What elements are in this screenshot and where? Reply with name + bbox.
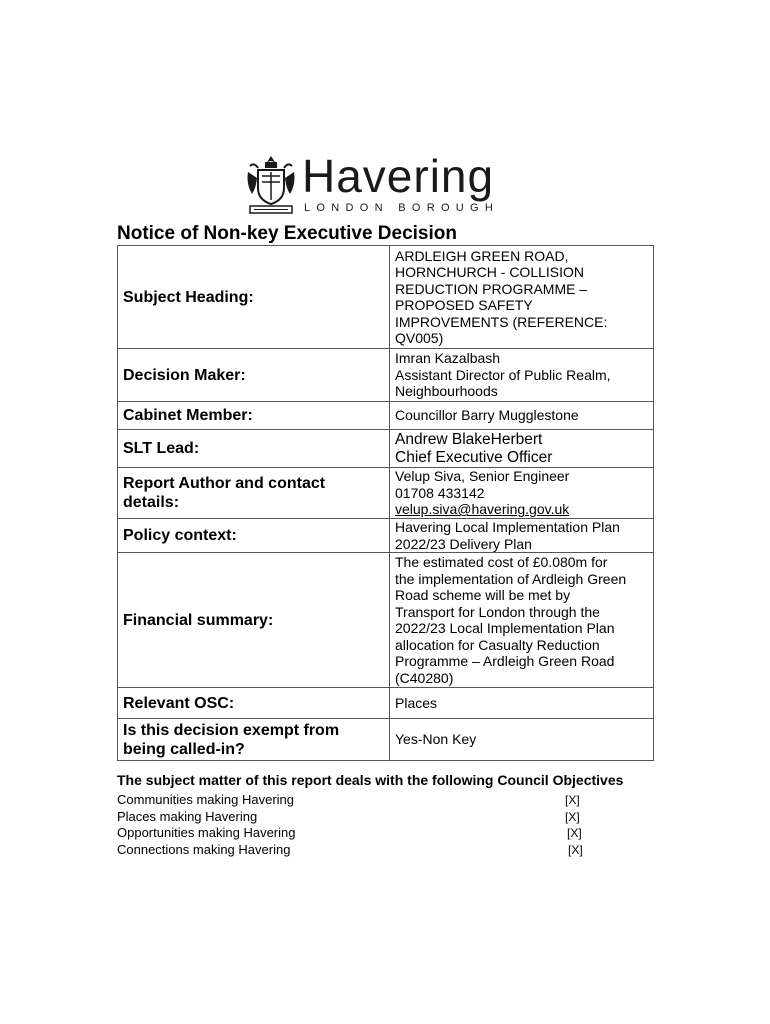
value-line: Neighbourhoods bbox=[395, 383, 498, 400]
row-label: Decision Maker: bbox=[118, 349, 390, 402]
row-label: SLT Lead: bbox=[118, 430, 390, 468]
table-row-exempt bbox=[118, 719, 654, 761]
table-row-relevant-osc bbox=[118, 688, 654, 719]
value-line: Councillor Barry Mugglestone bbox=[395, 407, 579, 424]
row-label: Relevant OSC: bbox=[118, 688, 390, 719]
table-row-policy-context bbox=[118, 519, 654, 553]
value-line: QV005) bbox=[395, 330, 444, 346]
value-line: Chief Executive Officer bbox=[395, 448, 553, 466]
objective-checkbox-mark: [X] bbox=[568, 842, 583, 857]
value-line: Assistant Director of Public Realm, bbox=[395, 366, 611, 383]
value-line: the implementation of Ardleigh Green bbox=[395, 570, 627, 587]
decision-details-table bbox=[117, 245, 654, 761]
value-line: Andrew BlakeHerbert bbox=[395, 430, 543, 448]
table-row-cabinet-member bbox=[118, 402, 654, 430]
borough-crest-icon bbox=[244, 154, 298, 216]
council-objectives bbox=[117, 772, 657, 858]
objective-item bbox=[117, 842, 657, 859]
value-line: Imran Kazalbash bbox=[395, 350, 501, 367]
row-label: Report Author and contact details: bbox=[118, 468, 390, 519]
table-row-financial-summary bbox=[118, 553, 654, 688]
value-line: ARDLEIGH GREEN ROAD, bbox=[395, 247, 569, 264]
table-row-report-author bbox=[118, 468, 654, 519]
value-line: Yes-Non Key bbox=[395, 731, 477, 748]
value-line: IMPROVEMENTS (REFERENCE: bbox=[395, 313, 608, 330]
row-label: Is this decision exempt from being called-in? bbox=[118, 719, 390, 761]
row-value-financial-summary bbox=[390, 553, 654, 688]
value-line: allocation for Casualty Reduction bbox=[395, 636, 600, 653]
row-label: Cabinet Member: bbox=[118, 402, 390, 430]
author-email-link[interactable]: velup.siva@havering.gov.uk bbox=[395, 501, 570, 518]
value-line: Road scheme will be met by bbox=[395, 587, 571, 603]
objective-label: Places making Havering bbox=[117, 808, 258, 824]
table-row-subject bbox=[118, 246, 654, 349]
row-label: Financial summary: bbox=[118, 553, 390, 688]
value-line: (C40280) bbox=[395, 669, 454, 686]
row-value-policy-context bbox=[390, 519, 654, 553]
row-value-cabinet-member bbox=[390, 402, 654, 430]
value-line: The estimated cost of £0.080m for bbox=[395, 554, 608, 570]
objective-item bbox=[117, 825, 657, 842]
objective-item bbox=[117, 792, 657, 809]
value-line: Velup Siva, Senior Engineer bbox=[395, 468, 570, 485]
value-line: 01708 433142 bbox=[395, 484, 485, 501]
table-row-decision-maker bbox=[118, 349, 654, 402]
value-line: REDUCTION PROGRAMME – bbox=[395, 280, 588, 297]
objective-item bbox=[117, 809, 657, 826]
row-value-relevant-osc bbox=[390, 688, 654, 719]
objective-label: Opportunities making Havering bbox=[117, 825, 296, 840]
brand-subtitle: LONDON BOROUGH bbox=[304, 202, 500, 214]
objective-checkbox-mark: [X] bbox=[565, 793, 580, 807]
value-line: Havering Local Implementation Plan bbox=[395, 519, 620, 535]
value-line: PROPOSED SAFETY bbox=[395, 297, 533, 313]
row-label: Policy context: bbox=[118, 519, 390, 553]
table-row-slt-lead bbox=[118, 430, 654, 468]
row-value-slt-lead bbox=[390, 430, 654, 468]
page-title: Notice of Non-key Executive Decision bbox=[117, 223, 457, 244]
row-value-subject bbox=[390, 246, 654, 349]
row-value-decision-maker bbox=[390, 349, 654, 402]
objective-label: Connections making Havering bbox=[117, 841, 291, 857]
objectives-heading: The subject matter of this report deals with the following Council Objectives bbox=[117, 772, 624, 788]
row-label: Subject Heading: bbox=[118, 246, 390, 349]
objective-checkbox-mark: [X] bbox=[565, 809, 580, 824]
objective-label: Communities making Havering bbox=[117, 792, 295, 807]
value-line: HORNCHURCH - COLLISION bbox=[395, 264, 585, 280]
value-line: 2022/23 Local Implementation Plan bbox=[395, 620, 615, 636]
havering-logo bbox=[244, 150, 524, 220]
value-line: Programme – Ardleigh Green Road bbox=[395, 653, 615, 669]
value-line: 2022/23 Delivery Plan bbox=[395, 535, 532, 552]
value-line: Transport for London through the bbox=[395, 603, 600, 620]
brand-name: Havering bbox=[302, 150, 495, 202]
value-line: Places bbox=[395, 694, 438, 711]
row-value-exempt bbox=[390, 719, 654, 761]
objective-checkbox-mark: [X] bbox=[567, 826, 582, 840]
row-value-report-author bbox=[390, 468, 654, 519]
